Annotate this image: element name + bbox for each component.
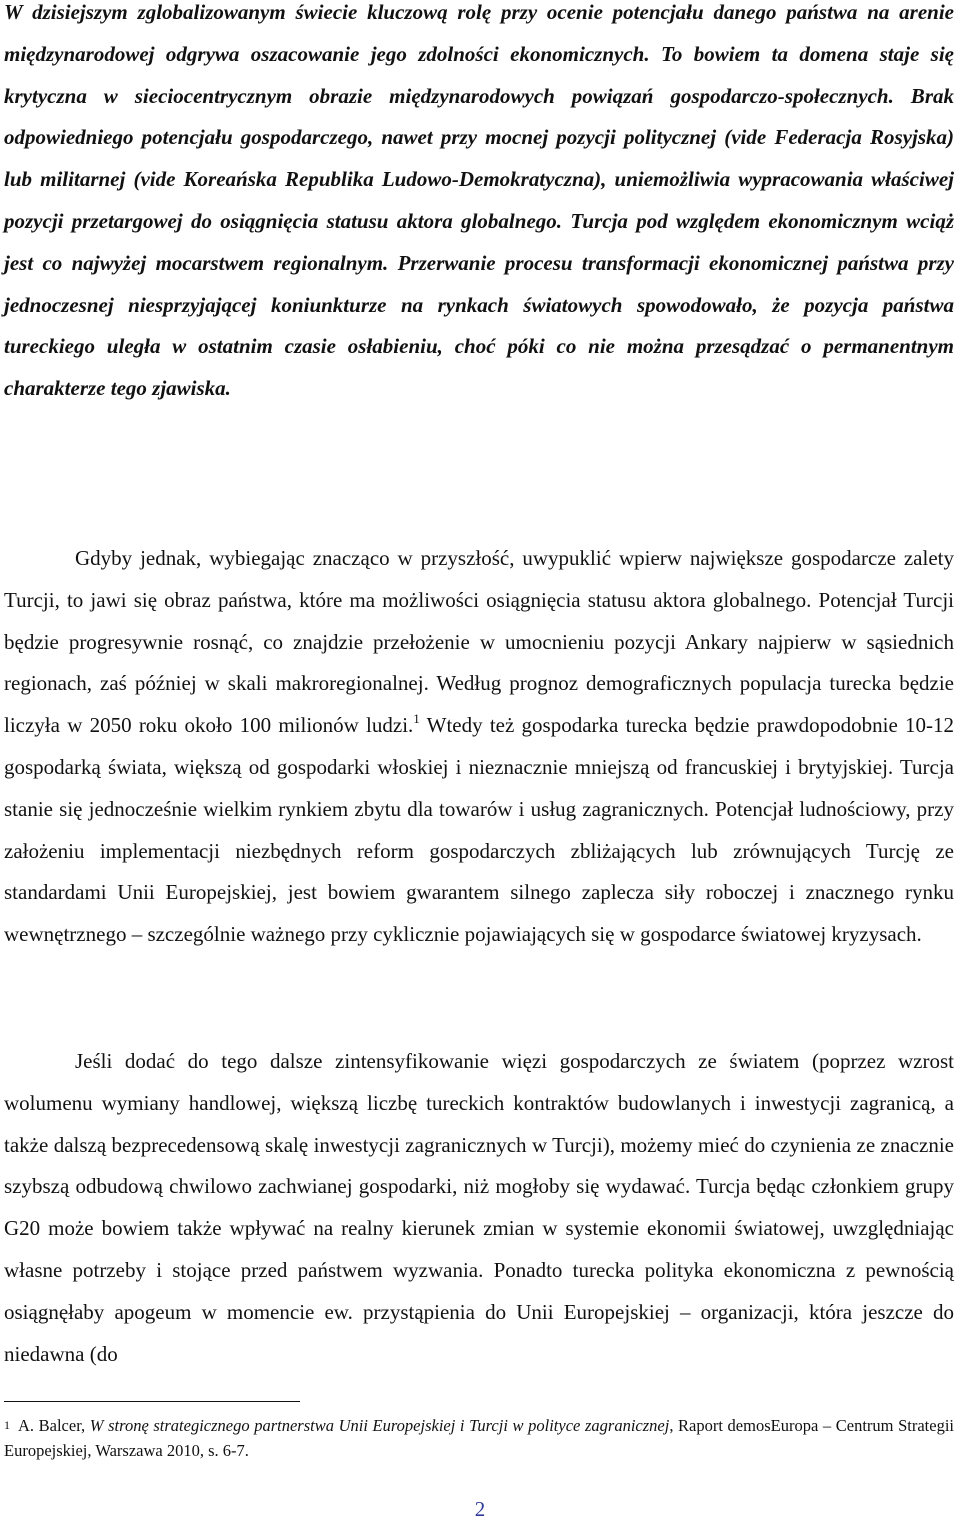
lead-paragraph-part-2: Turcja pod względem ekonomicznym wciąż jest co najwyżej mocarstwem regionalnym. Przerwanie procesu transformacji ekonomicznej państwa przy jednoczesnej niesprzyjającej koniunkturze na rynkach światowych spowodowało, że pozycja państwa tureckiego uległa w ostatnim czasie osłabieniu, choć póki co nie można przesądzać o permanentnym charakterze tego zjawiska. <box>4 208 954 401</box>
footnote-reference[interactable]: 1 <box>413 711 420 727</box>
body-paragraph-1-end: Wtedy też gospodarka turecka będzie prawdopodobnie 10-12 gospodarką świata, większą od gospodarki włoskiej i nieznacznie mniejszą od francuskiej i brytyjskiej. Turcja stanie się jednocześnie wielkim rynkiem zbytu dla towarów i usług zagranicznych. Potencjał ludnościowy, przy założeniu implementacji niezbędnych reform gospodarczych zbliżających lub zrównujących Turcję ze standardami Unii Europejskiej, jest bowiem gwarantem silnego zaplecza siły roboczej i znacznego rynku wewnętrznego – szczególnie ważnego przy cyklicznie pojawiających się w gospodarce światowej kryzysach. <box>4 713 954 947</box>
page-number: 2 <box>474 1497 486 1521</box>
footnote-separator <box>4 1401 300 1402</box>
footnote-title: W stronę strategicznego partnerstwa Unii Europejskiej i Turcji w polityce zagranicznej <box>89 1416 670 1435</box>
lead-paragraph <box>4 0 954 410</box>
footnote-number: 1 <box>4 1418 10 1432</box>
footnote <box>4 1413 954 1463</box>
footnote-publication: , Raport demosEuropa – Centrum Strategii Europejskiej, Warszawa 2010, s. 6-7. <box>4 1416 955 1460</box>
lead-paragraph-part-1: W dzisiejszym zglobalizowanym świecie kluczową rolę przy ocenie potencjału danego państwa na arenie międzynarodowej odgrywa oszacowanie jego zdolności ekonomicznych. To bowiem ta domena staje się krytyczna w sieciocentrycznym obrazie międzynarodowych powiązań gospodarczo-społecznych. Brak odpowiedniego potencjału gospodarczego, nawet przy mocnej pozycji politycznej (vide Federacja Rosyjska) lub militarnej (vide Koreańska Republika Ludowo-Demokratyczna), uniemożliwia wypracowania właściwej pozycji przetargowej do osiągnięcia statusu aktora globalnego. <box>4 0 954 233</box>
body-paragraph-2: Jeśli dodać do tego dalsze zintensyfikowanie więzi gospodarczych ze światem (poprzez wzrost wolumenu wymiany handlowej, większą liczbę tureckich kontraktów budowlanych i inwestycji zagranicą, a także dalszą bezprecedensową skalę inwestycji zagranicznych w Turcji), możemy mieć do czynienia ze znacznie szybszą odbudową chwilowo zachwianej gospodarki, niż mogłoby się wydawać. Turcja będąc członkiem grupy G20 może bowiem także wpływać na realny kierunek zmian w systemie ekonomii światowej, uwzględniając własne potrzeby i stojące przed państwem wyzwania. Ponadto turecka polityka ekonomiczna z pewnością osiągnęłaby apogeum w momencie ew. przystąpienia do Unii Europejskiej – organizacji, która jeszcze do niedawna (do <box>4 1049 954 1366</box>
body-paragraph-1 <box>4 538 954 956</box>
body-paragraph-1-start: Gdyby jednak, wybiegając znacząco w przyszłość, uwypuklić wpierw największe gospodarcze zalety Turcji, to jawi się obraz państwa, które ma możliwości osiągnięcia statusu aktora globalnego. Potencjał Turcji będzie progresywnie rosnąć, co znajdzie przełożenie w umocnieniu pozycji Ankary najpierw w sąsiednich regionach, zaś później w skali makroregionalnej. Według prognoz demograficznych populacja turecka będzie liczyła w 2050 roku około 100 milionów ludzi. <box>4 546 954 738</box>
footnote-author: A. Balcer, <box>18 1416 90 1435</box>
